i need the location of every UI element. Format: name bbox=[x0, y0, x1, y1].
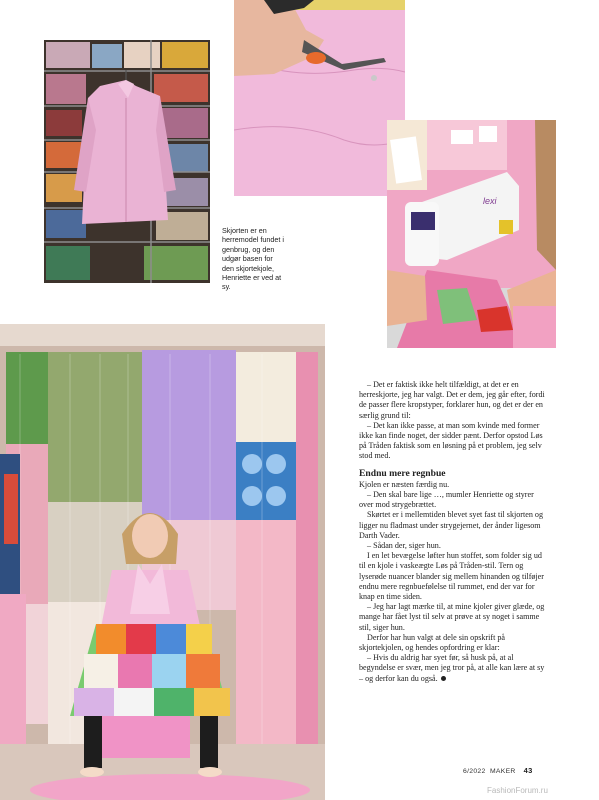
paragraph-last bbox=[359, 653, 547, 684]
portrait-patchwork-photo bbox=[0, 324, 325, 800]
issue-label: 6/2022 MAKER bbox=[463, 768, 516, 775]
paragraph: – Sådan der, siger hun. bbox=[367, 541, 441, 551]
section-heading: Endnu mere regnbue bbox=[359, 467, 446, 479]
photo-caption: Skjorten er en herremodel fundet i genbrug, og den udgør basen for den skjortekjole, Henriette er ved at sy. bbox=[222, 226, 284, 292]
sewing-machine-photo bbox=[387, 120, 556, 348]
paragraph: – Den skal bare lige …, mumler Henriette og styrer over mod strygebrættet. bbox=[359, 490, 534, 510]
end-mark-icon bbox=[441, 676, 446, 681]
page-footer bbox=[463, 766, 533, 775]
paragraph: Kjolen er næsten færdig nu. bbox=[359, 479, 450, 489]
paragraph: I en let bevægelse løfter hun stoffet, som folder sig ud til en kjole i vaskeægte Løs på Tråden-stil. Tern og lyserøde nuancer blander sig mellem hinanden og tilføjer endnu mere regnbuefølelse til rummet, end der var for knap en time siden. bbox=[359, 551, 544, 602]
paragraph: – Det kan ikke passe, at man som kvinde med former ikke kan finde noget, der sidder pænt. Derfor opstod Løs på Tråden faktisk som en løsning på et problem, jeg selv stod med. bbox=[359, 420, 543, 461]
article-column bbox=[359, 380, 547, 684]
paragraph: Derfor har hun valgt at dele sin opskrift på skjortekjolen, og hendes opfordring er klar: bbox=[359, 632, 506, 653]
cutting-fabric-photo bbox=[234, 0, 405, 196]
paragraph: Skørtet er i mellemtiden blevet syet fast til skjorten og ligger nu fladmast under strygejernet, der ånder ligesom Darth Vader. bbox=[359, 510, 543, 540]
paragraph-text: – Hvis du aldrig har syet før, så husk på, at al begyndelse er svær, men jeg tror på, at alle kan lære at sy – og derfor kan du også. bbox=[359, 653, 545, 683]
watermark: FashionForum.ru bbox=[487, 786, 548, 795]
shirt-on-shelves-photo bbox=[44, 40, 210, 283]
page-number: 43 bbox=[523, 766, 533, 775]
paragraph: – Jeg har lagt mærke til, at mine kjoler giver glæde, og mange har fået lyst til selv at prøve at sy noget i samme stil, siger hun. bbox=[359, 602, 545, 632]
paragraph: – Det er faktisk ikke helt tilfældigt, at det er en herreskjorte, jeg har valgt. Det er dem, jeg går efter, fordi de passer flere kropstyper, forklarer hun, og det er der en særlig grund til: bbox=[359, 380, 545, 420]
machine-brand-logo: lexi bbox=[483, 196, 497, 206]
